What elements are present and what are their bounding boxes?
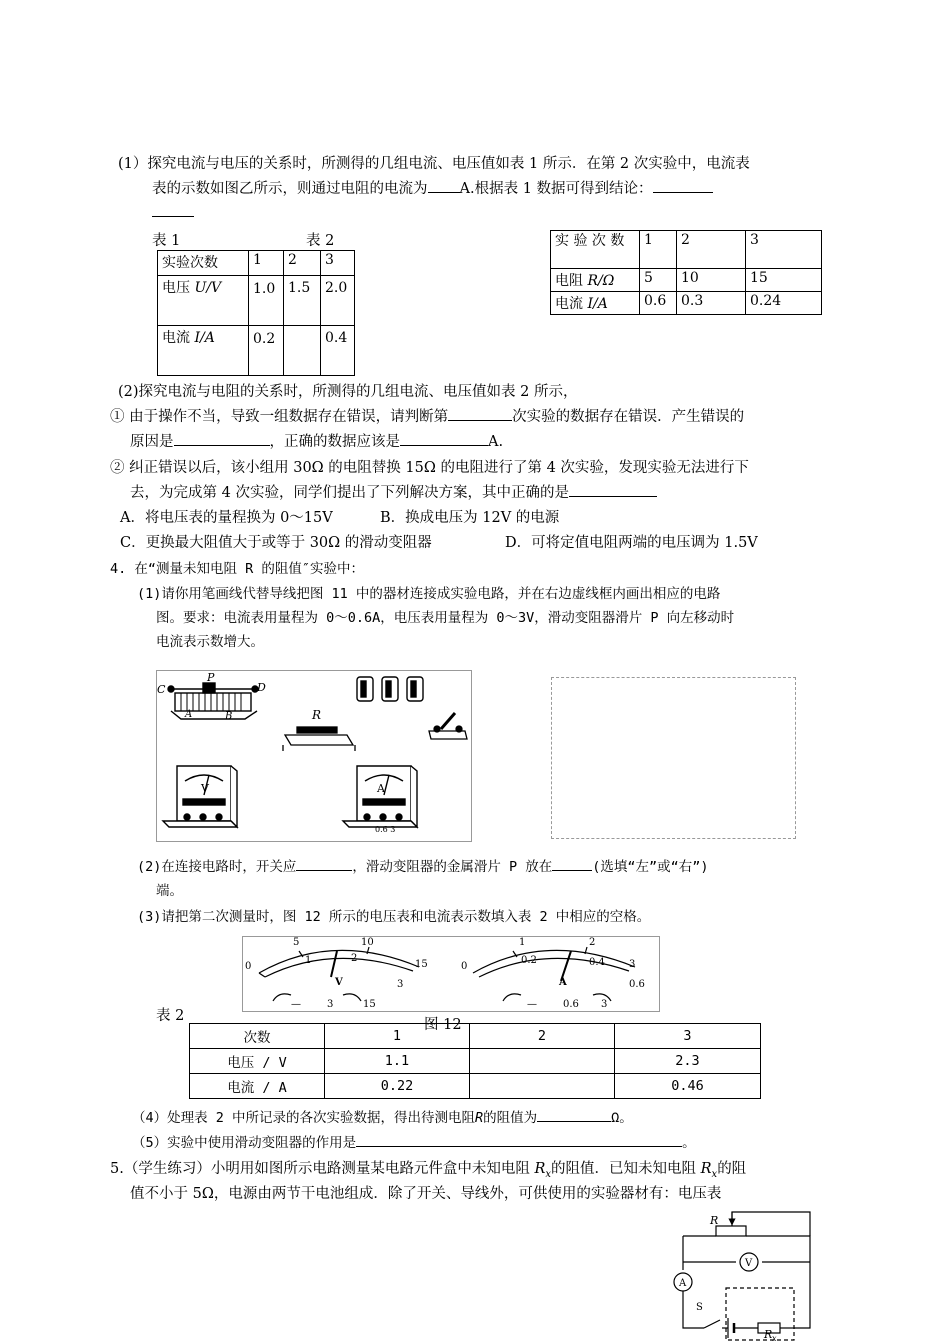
a-scale-2: 2	[589, 937, 596, 948]
q5-circuit	[670, 1206, 820, 1342]
q4-title: 4. 在“测量未知电阻 R 的阻值″实验中：	[110, 561, 365, 577]
apparatus-drawing	[157, 671, 471, 841]
t1-cell: 3	[321, 251, 355, 276]
q2-p1-line2: 原因是 ，正确的数据应该是 A.	[130, 434, 504, 450]
table1-caption: 表 1	[152, 233, 181, 249]
a-term-3: 3	[601, 999, 608, 1010]
v-inner-1: 1	[305, 955, 312, 966]
circuit-a-label: A	[679, 1278, 687, 1289]
table2-caption: 表 2	[156, 1008, 185, 1024]
rheostat-icon	[168, 683, 258, 719]
a-scale-1: 1	[519, 937, 526, 948]
table1	[157, 250, 355, 376]
circuit-rx-label: R	[764, 1328, 773, 1341]
rheostat-label-c: C	[157, 683, 166, 696]
resistor-label: R	[312, 708, 322, 722]
q4-s1c: 电流表示数增大。	[156, 634, 264, 650]
q5-line1: 5.（学生练习）小明用如图所示电路测量某电路元件盒中未知电阻 $R_x$的阻值．已知未知电阻 $R_x$的阻	[110, 1161, 747, 1180]
v-inner-2: 2	[351, 953, 358, 964]
t1-cell: 2	[284, 251, 321, 276]
a-inner-06: 0.6	[629, 979, 645, 990]
t2-cell: 2.3	[615, 1049, 761, 1074]
meter-faces	[243, 937, 659, 1011]
t1-cell: 0.2	[249, 326, 284, 376]
q2-p2-line2: 去，为完成第 4 次实验，同学们提出了下列解决方案，其中正确的是	[130, 481, 657, 502]
option-d: D．可将定值电阻两端的电压调为 1.5V	[505, 535, 758, 551]
t1-row-label: 电压 U/V	[158, 276, 249, 326]
a-term-neg: —	[527, 999, 537, 1010]
q4-s5: （5）实验中使用滑动变阻器的作用是 。	[132, 1135, 696, 1151]
ammeter-label: A	[377, 782, 385, 795]
resistor-icon	[283, 727, 355, 751]
q1-line2: 表的示数如图乙所示，则通过电阻的电流为 A.根据表 1 数据可得到结论：	[152, 177, 713, 198]
q2-p2-line1: ② 纠正错误以后，该小组用 30Ω 的电阻替换 15Ω 的电阻进行了第 4 次实验，发现实验无法进行下	[110, 460, 749, 476]
v-scale-0: 0	[245, 961, 252, 972]
tr-cell: 0.24	[746, 292, 822, 315]
tr-row-label: 电阻 R/Ω	[551, 269, 640, 292]
q4-s4: （4）处理表 2 中所记录的各次实验数据，得出待测电阻R的阻值为 Ω。	[132, 1110, 633, 1126]
rheostat-label-d: D	[257, 681, 266, 694]
reason-blank[interactable]	[174, 445, 270, 446]
a-scale-0: 0	[461, 961, 468, 972]
conclusion-blank-cont[interactable]	[152, 198, 194, 217]
t1-cell: 1	[249, 251, 284, 276]
tr-row-label: 电流 I/A	[551, 292, 640, 315]
option-c: C．更换最大阻值大于或等于 30Ω 的滑动变阻器	[120, 535, 432, 551]
voltmeter-label: V	[201, 782, 209, 795]
t1-header: 实验次数	[158, 251, 249, 276]
v-term-3: 3	[327, 999, 334, 1010]
q5-line2: 值不小于 5Ω，电源由两节干电池组成．除了开关、导线外，可供使用的实验器材有：电压表	[130, 1186, 722, 1202]
option-a: A．将电压表的量程换为 0～15V	[120, 510, 333, 526]
a-inner-04: 0.4	[589, 957, 605, 968]
t1-cell: 2.0	[321, 276, 355, 326]
circuit-diagram-box[interactable]	[551, 677, 796, 839]
figure12-label: 图 12	[424, 1017, 462, 1033]
circuit-wires-icon	[674, 1212, 810, 1340]
circuit-r-label: R	[710, 1214, 719, 1227]
table-right	[550, 230, 822, 315]
component-box-icon	[726, 1288, 794, 1340]
t1-cell	[284, 326, 321, 376]
a-inner-02: 0.2	[521, 955, 537, 966]
apparatus-figure	[156, 670, 472, 842]
t2-cell: 0.22	[325, 1074, 470, 1099]
rheostat-label-b: B	[225, 711, 233, 722]
tr-cell: 15	[746, 269, 822, 292]
error-trial-blank[interactable]	[448, 420, 512, 421]
rheostat-label-p: P	[207, 671, 215, 684]
option-b: B．换成电压为 12V 的电源	[380, 510, 560, 526]
rheostat-label-a: A	[185, 709, 193, 720]
v-inner-3: 3	[397, 979, 404, 990]
switch-state-blank[interactable]	[296, 870, 352, 871]
v-scale-5: 5	[293, 937, 300, 948]
a-term-06: 0.6	[563, 999, 579, 1010]
rheostat-role-blank[interactable]	[356, 1146, 682, 1147]
t1-row-label: 电流 I/A	[158, 326, 249, 376]
a-unit: A	[559, 977, 567, 988]
q4-s2-line1: (2)在连接电路时，开关应 ，滑动变阻器的金属滑片 P 放在 (选填“左”或“右”)	[137, 859, 709, 875]
t1-cell: 0.4	[321, 326, 355, 376]
a-scale-3: 3	[629, 959, 636, 970]
circuit-rx-sub: x	[772, 1334, 777, 1342]
voltmeter-face-icon	[259, 947, 419, 1001]
q4-s1b: 图。要求：电流表用量程为 0～0.6A，电压表用量程为 0～3V，滑动变阻器滑片 P 向左移动时	[156, 610, 735, 626]
v-term-15: 15	[363, 999, 376, 1010]
v-unit: V	[335, 977, 343, 988]
tr-cell: 0.6	[640, 292, 677, 315]
v-scale-10: 10	[361, 937, 374, 948]
t2-row-label: 电流 / A	[190, 1074, 325, 1099]
t2-row-label: 电压 / V	[190, 1049, 325, 1074]
ammeter-terminals: 0.6 3	[375, 825, 396, 834]
q4-s3: (3)请把第二次测量时，图 12 所示的电压表和电流表示数填入表 2 中相应的空格。	[137, 909, 651, 925]
tr-cell: 5	[640, 269, 677, 292]
battery-icon	[357, 677, 423, 701]
switch-icon	[429, 713, 467, 739]
current-blank[interactable]	[428, 192, 460, 193]
ammeter-face-icon	[473, 947, 635, 1001]
conclusion-blank[interactable]	[653, 192, 713, 193]
t2-cell: 3	[615, 1024, 761, 1049]
voltmeter-icon	[163, 766, 237, 827]
tr-header: 实 验 次 数	[551, 231, 640, 269]
tr-cell: 10	[677, 269, 746, 292]
q4-s2-line2: 端。	[156, 883, 183, 899]
solution-blank[interactable]	[569, 496, 657, 497]
tr-cell: 3	[746, 231, 822, 269]
t2-cell: 1.1	[325, 1049, 470, 1074]
v-scale-15: 15	[415, 959, 428, 970]
tr-cell: 2	[677, 231, 746, 269]
tr-cell: 1	[640, 231, 677, 269]
q4-s1a: (1)请你用笔画线代替导线把图 11 中的器材连接成实验电路，并在右边虚线框内画出相应的电路	[137, 586, 721, 602]
t2-cell: 0.46	[615, 1074, 761, 1099]
table2-caption-top: 表 2	[306, 233, 335, 249]
t1-cell: 1.0	[249, 276, 284, 326]
v-term-neg: —	[291, 999, 301, 1010]
figure12-meters	[242, 936, 660, 1012]
ammeter-icon	[343, 766, 417, 827]
q1-line1: (1）探究电流与电压的关系时，所测得的几组电流、电压值如表 1 所示．在第 2 次实验中，电流表	[118, 156, 750, 172]
resistance-blank[interactable]	[537, 1121, 611, 1122]
t2-cell-input[interactable]	[470, 1074, 615, 1099]
correct-value-blank[interactable]	[400, 445, 488, 446]
t2-header: 次数	[190, 1024, 325, 1049]
slider-position-blank[interactable]	[552, 870, 592, 871]
t2-cell: 1	[325, 1024, 470, 1049]
tr-cell: 0.3	[677, 292, 746, 315]
rheostat-r-icon	[716, 1226, 746, 1236]
table2	[189, 1023, 761, 1099]
t1-cell: 1.5	[284, 276, 321, 326]
q2-p1-line1: ① 由于操作不当，导致一组数据存在错误，请判断第 次实验的数据存在错误．产生错误的	[110, 409, 745, 425]
circuit-s-label: S	[696, 1302, 703, 1313]
t2-cell-input[interactable]	[470, 1049, 615, 1074]
circuit-v-label: V	[745, 1258, 753, 1269]
t2-cell: 2	[470, 1024, 615, 1049]
q2-intro: (2)探究电流与电阻的关系时，所测得的几组电流、电压值如表 2 所示，	[118, 384, 578, 400]
